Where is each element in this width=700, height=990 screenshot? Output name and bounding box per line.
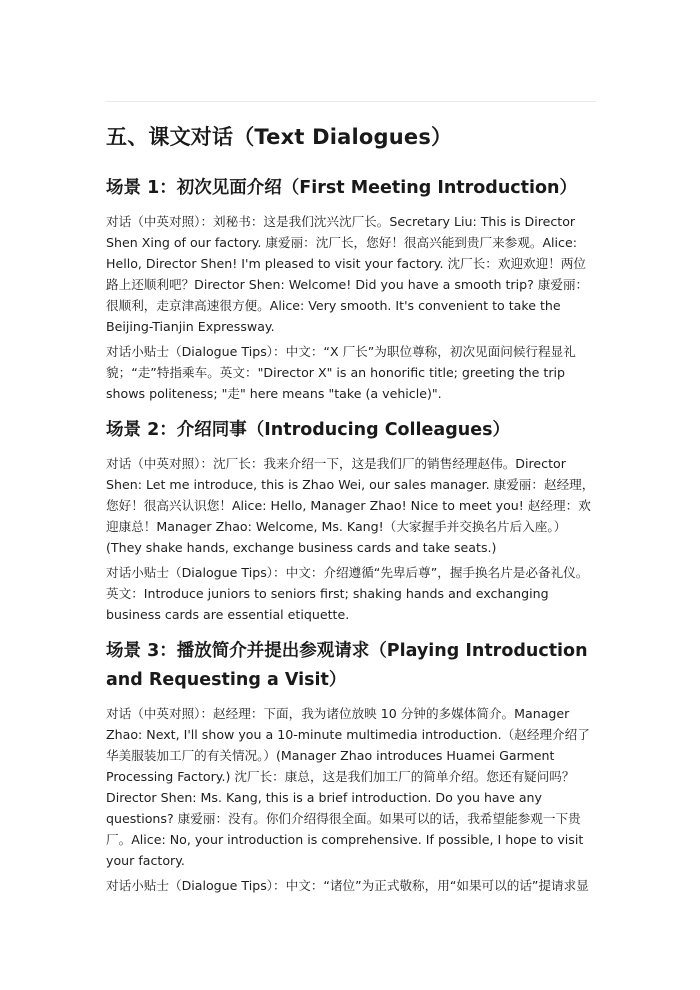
scene-tips: 对话小贴士（Dialogue Tips）：中文：“X 厂长”为职位尊称，初次见面问候行程显礼貌；“走”特指乘车。英文："Director X" is an honorific title; greeting the trip shows politeness; "走" here means "take (a vehicle)". [106, 344, 576, 401]
header-divider [106, 101, 596, 102]
scene-dialogue: 对话（中英对照）：沈厂长：我来介绍一下，这是我们厂的销售经理赵伟。Director Shen: Let me introduce, this is Zhao Wei, our sales manager. 康爱丽：赵经理，您好！很高兴认识您！Alice: Hello, Manager Zhao! Nice to meet you! 赵经理：欢迎康总！Manager Zhao: Welcome, Ms. Kang!（大家握手并交换名片后入座。）(They shake hands, exchange business cards and take seats.) [106, 456, 595, 555]
scene-dialogue: 对话（中英对照）：刘秘书：这是我们沈兴沈厂长。Secretary Liu: This is Director Shen Xing of our factory. 康爱丽：沈厂长，您好！很高兴能到贵厂来参观。Alice: Hello, Director Shen! I'm pleased to visit your factory. 沈厂长：欢迎欢迎！两位路上还顺利吧？Director Shen: Welcome! Did you have a smooth trip? 康爱丽：很顺利，走京津高速很方便。Alice: Very smooth. It's convenient to take the Beijing-Tianjin Expressway. [106, 214, 589, 334]
scene-dialogue: 对话（中英对照）：赵经理：下面，我为诸位放映 10 分钟的多媒体简介。Manager Zhao: Next, I'll show you a 10-minute multimedia introduction.（赵经理介绍了华美服装加工厂的有关情况。）(Manager Zhao introduces Huamei Garment Processing Factory.) 沈厂长：康总，这是我们加工厂的简单介绍。您还有疑问吗？Director Shen: Ms. Kang, this is a brief introduction. Do you have any questions? 康爱丽：没有。你们介绍得很全面。如果可以的话，我希望能参观一下贵厂。Alice: No, your introduction is comprehensive. If possible, I hope to visit your factory. [106, 706, 590, 868]
scene-3 [106, 637, 596, 896]
scene-tips: 对话小贴士（Dialogue Tips）：中文：介绍遵循“先卑后尊”，握手换名片是必备礼仪。英文：Introduce juniors to seniors first; shaking hands and exchanging business cards are essential etiquette. [106, 565, 589, 622]
scene-heading: 场景 2：介绍同事（Introducing Colleagues） [106, 420, 511, 440]
scene-heading: 场景 1：初次见面介绍（First Meeting Introduction） [106, 178, 578, 198]
scene-tips: 对话小贴士（Dialogue Tips）：中文：“诸位”为正式敬称，用“如果可以的话”提请求显 [106, 878, 589, 893]
scene-1 [106, 174, 596, 404]
scene-2 [106, 416, 596, 625]
scene-heading: 场景 3：播放简介并提出参观请求（Playing Introduction and Requesting a Visit） [106, 641, 588, 690]
section-title: 五、课文对话（Text Dialogues） [106, 125, 453, 149]
document-content [106, 122, 596, 908]
